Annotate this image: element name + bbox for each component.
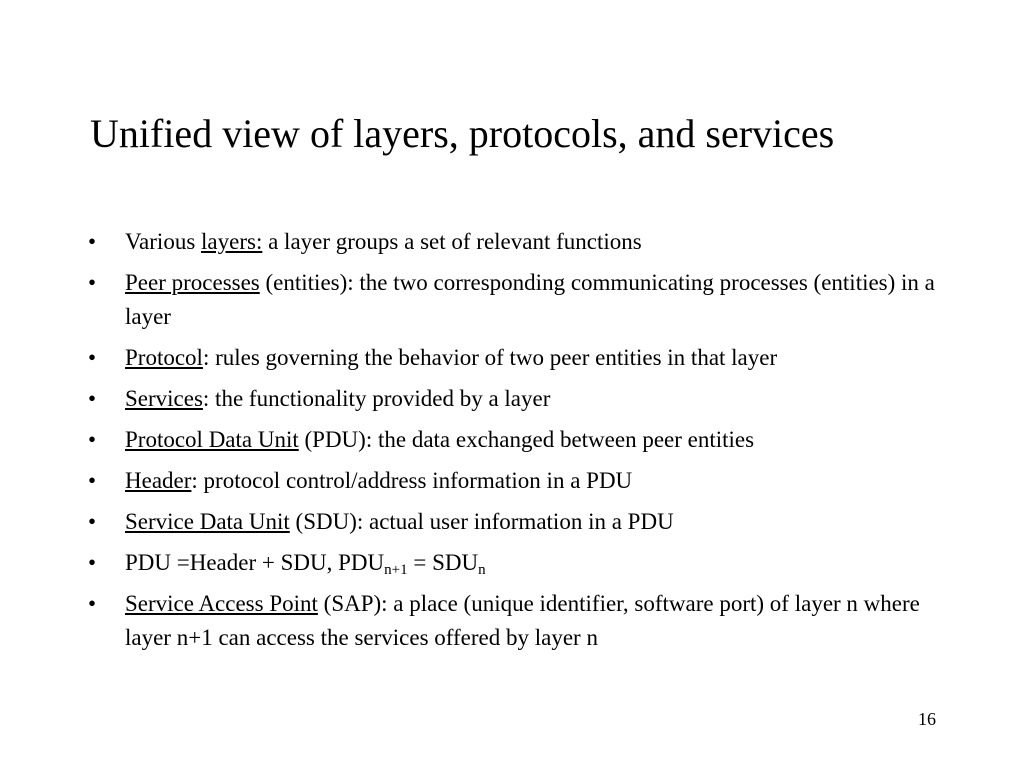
- bullet-item: [88, 225, 948, 259]
- bullet-text: [125, 229, 642, 254]
- bullet-item: [88, 505, 948, 539]
- bullet-text-segment: a layer groups a set of relevant functions: [262, 229, 642, 254]
- bullet-text-segment: (SDU): actual user information in a PDU: [289, 509, 674, 534]
- bullet-text: [125, 386, 550, 411]
- bullet-term: Protocol Data Unit: [125, 427, 299, 452]
- bullet-text: [125, 345, 777, 370]
- bullet-term: layers:: [201, 229, 263, 254]
- bullet-term: Protocol: [125, 345, 203, 370]
- bullet-subscript: n: [478, 562, 486, 578]
- bullet-term: Services: [125, 386, 203, 411]
- bullet-text-segment: : rules governing the behavior of two peer entities in that layer: [202, 345, 778, 370]
- bullet-text-segment: : the functionality provided by a layer: [202, 386, 551, 411]
- bullet-text-segment: : protocol control/address information in a PDU: [191, 468, 633, 493]
- bullet-dot-icon: •: [88, 386, 97, 411]
- bullet-text: [125, 270, 935, 329]
- bullet-item: [88, 423, 948, 457]
- bullet-dot-icon: •: [88, 468, 97, 493]
- bullet-text-segment: (entities): the two corresponding communicating processes (entities) in a layer: [125, 270, 935, 329]
- bullet-item: [88, 382, 948, 416]
- bullet-text-segment: (PDU): the data exchanged between peer entities: [298, 427, 755, 452]
- bullet-item: [88, 341, 948, 375]
- bullet-text: [125, 509, 674, 534]
- bullet-term: Peer processes: [125, 270, 260, 295]
- bullet-term: Service Access Point: [125, 591, 318, 616]
- bullet-dot-icon: •: [88, 509, 97, 534]
- bullet-item: [88, 587, 948, 655]
- bullet-text: [125, 427, 754, 452]
- bullet-item: [88, 546, 948, 580]
- bullet-text-segment: Various: [125, 229, 202, 254]
- bullet-dot-icon: •: [88, 427, 97, 452]
- bullet-item: [88, 266, 948, 334]
- bullet-item: [88, 464, 948, 498]
- bullet-term: Header: [125, 468, 192, 493]
- bullet-text: [125, 591, 920, 650]
- page-number: 16: [918, 709, 936, 729]
- bullet-dot-icon: •: [88, 270, 97, 295]
- bullet-text-segment: PDU =Header + SDU, PDU: [125, 550, 385, 575]
- bullet-term: Service Data Unit: [125, 509, 290, 534]
- bullet-list: [88, 225, 948, 662]
- bullet-text: [125, 468, 632, 493]
- bullet-subscript: n+1: [384, 562, 408, 578]
- bullet-dot-icon: •: [88, 345, 97, 370]
- bullet-text-segment: (SAP): a place (unique identifier, software port) of layer n where layer n+1 can access the services offered by layer n: [125, 591, 920, 650]
- bullet-dot-icon: •: [88, 591, 97, 616]
- bullet-dot-icon: •: [88, 550, 97, 575]
- bullet-dot-icon: •: [88, 229, 97, 254]
- bullet-text: [125, 550, 486, 578]
- bullet-text-segment: = SDU: [407, 550, 479, 575]
- slide-title: Unified view of layers, protocols, and services: [90, 111, 835, 156]
